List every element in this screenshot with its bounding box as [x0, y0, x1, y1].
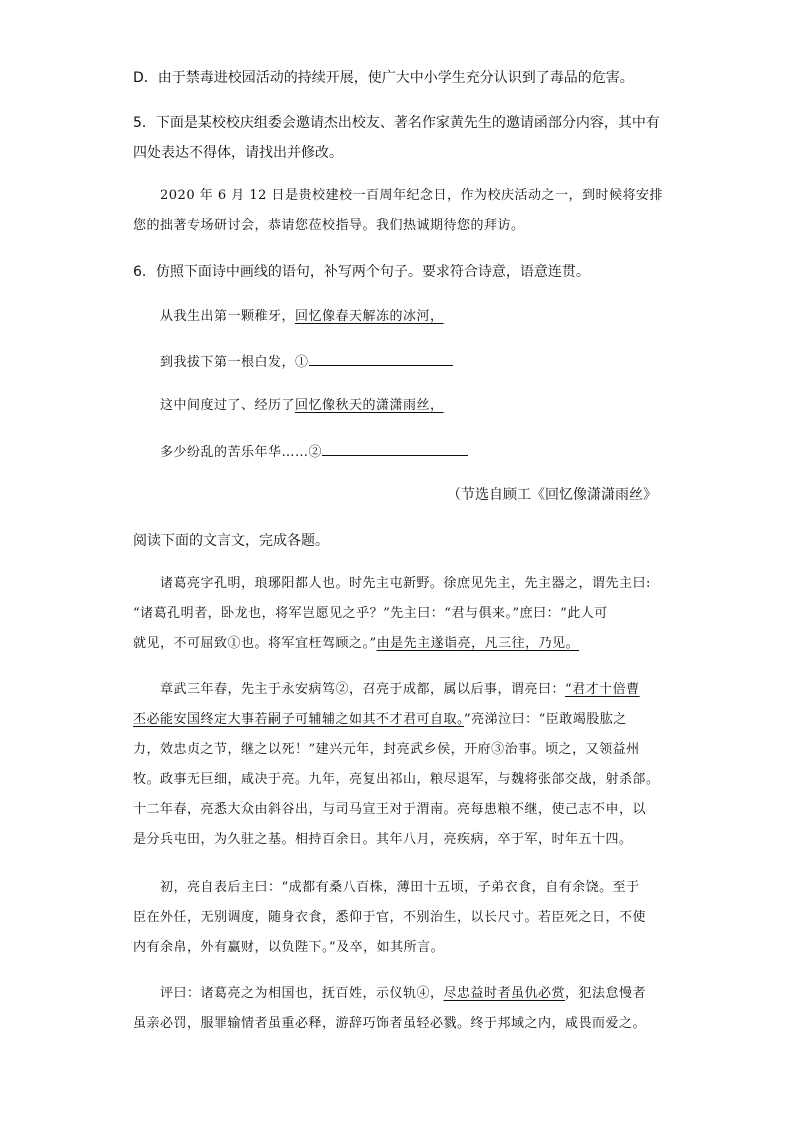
poem-line-4 [160, 441, 468, 463]
answer-blank-2[interactable] [322, 441, 468, 456]
poem-line-1-lead: 从我生出第一颗稚牙， [160, 309, 296, 324]
poem-line-2-text: 到我拔下第一根白发，① [160, 355, 309, 370]
passage-p4-line-1 [160, 984, 646, 1004]
poem-underlined-model-2: 回忆像秋天的潇潇雨丝， [295, 398, 444, 413]
underlined-sentence-2a: “君才十倍曹 [565, 682, 640, 697]
underlined-sentence-1: 由是先主遂诣亮，凡三往，乃见。 [376, 636, 580, 651]
reading-intro: 阅读下面的文言文，完成各题。 [133, 533, 329, 549]
passage-p2-line-1-text: 章武三年春，先主于永安病笃②，召亮于成都，属以后事，谓亮曰： [160, 682, 566, 697]
passage-p1-line-2: “诸葛孔明者，卧龙也，将军岂愿见之乎？”先主曰：“君与俱来。”庶曰：“此人可 [133, 606, 608, 621]
poem-line-3-lead: 这中间度过了、经历了 [160, 398, 296, 413]
poem-underlined-model-1: 回忆像春天解冻的冰河， [295, 309, 444, 324]
passage-p2-line-2 [133, 710, 627, 730]
poem-source: （节选自顾工《回忆像潇潇雨丝》 [447, 487, 657, 503]
q4-option-d: D．由于禁毒进校园活动的持续开展，使广大中小学生充分认识到了毒品的危害。 [133, 70, 634, 86]
passage-p3-line-2: 臣在外任，无别调度，随身衣食，悉仰于官，不别治生，以长尺寸。若臣死之日，不使 [133, 910, 647, 925]
underlined-sentence-3: 尽忠益时者虽仇必赏 [443, 986, 566, 1001]
q5-letter-line-1: 2020 年 6 月 12 日是贵校建校一百周年纪念日，作为校庆活动之一，到时候将安排 [160, 188, 664, 203]
passage-p3-line-1: 初，亮自表后主曰：“成都有桑八百株，薄田十五顷，子弟衣食，自有余饶。至于 [160, 880, 640, 895]
passage-p2-line-2-text: ”亮涕泣曰：“臣敢竭股肱之 [464, 712, 627, 727]
passage-p4-line-2: 虽亲必罚，服罪输情者虽重必释，游辞巧饰者虽轻必戮。终于邦域之内，咸畏而爱之。 [133, 1016, 647, 1031]
passage-p2-line-6: 是分兵屯田，为久驻之基。相持百余日。其年八月，亮疾病，卒于军，时年五十四。 [133, 832, 633, 847]
poem-line-2 [160, 351, 453, 373]
poem-line-3 [160, 396, 444, 416]
passage-p1-line-3-text: 就见，不可屈致①也。将军宜枉驾顾之。” [133, 636, 377, 651]
passage-p1-line-1: 诸葛亮字孔明，琅琊阳都人也。时先主屯新野。徐庶见先主，先主器之，谓先主曰: [160, 576, 651, 591]
passage-p1-line-3 [133, 634, 579, 654]
passage-p3-line-3: 内有余帛，外有赢财，以负陛下。”及卒，如其所言。 [133, 940, 445, 955]
q5-stem-line-1: 5．下面是某校校庆组委会邀请杰出校友、著名作家黄先生的邀请函部分内容，其中有 [133, 115, 660, 131]
poem-line-1 [160, 307, 444, 327]
passage-p4-line-1-lead: 评曰：诸葛亮之为相国也，抚百姓，示仪轨④， [160, 986, 444, 1001]
q6-stem: 6．仿照下面诗中画线的语句，补写两个句子。要求符合诗意，语意连贯。 [133, 264, 590, 280]
passage-p2-line-1 [160, 680, 640, 700]
passage-p2-line-5: 十二年春，亮悉大众由斜谷出，与司马宣王对于渭南。亮每患粮不继，使己志不申，以 [133, 802, 647, 817]
underlined-sentence-2b: 丕必能安国终定大事若嗣子可辅辅之如其不才君可自取。 [133, 712, 465, 727]
passage-p2-line-3: 力，效忠贞之节，继之以死！”建兴元年，封亮武乡侯，开府③治事。顷之，又领益州 [133, 742, 640, 757]
q5-stem-line-2: 四处表达不得体，请找出并修改。 [133, 145, 343, 161]
poem-line-4-text: 多少纷乱的苦乐年华……② [160, 445, 323, 460]
answer-blank-1[interactable] [309, 351, 453, 366]
passage-p2-line-4: 牧。政事无巨细，咸决于亮。九年，亮复出祁山，粮尽退军，与魏将张郃交战，射杀郃。 [133, 772, 660, 787]
q5-letter-line-2: 您的拙著专场研讨会，恭请您莅校指导。我们热诚期待您的拜访。 [133, 218, 525, 233]
passage-p4-line-1-tail: ，犯法怠慢者 [565, 986, 647, 1001]
